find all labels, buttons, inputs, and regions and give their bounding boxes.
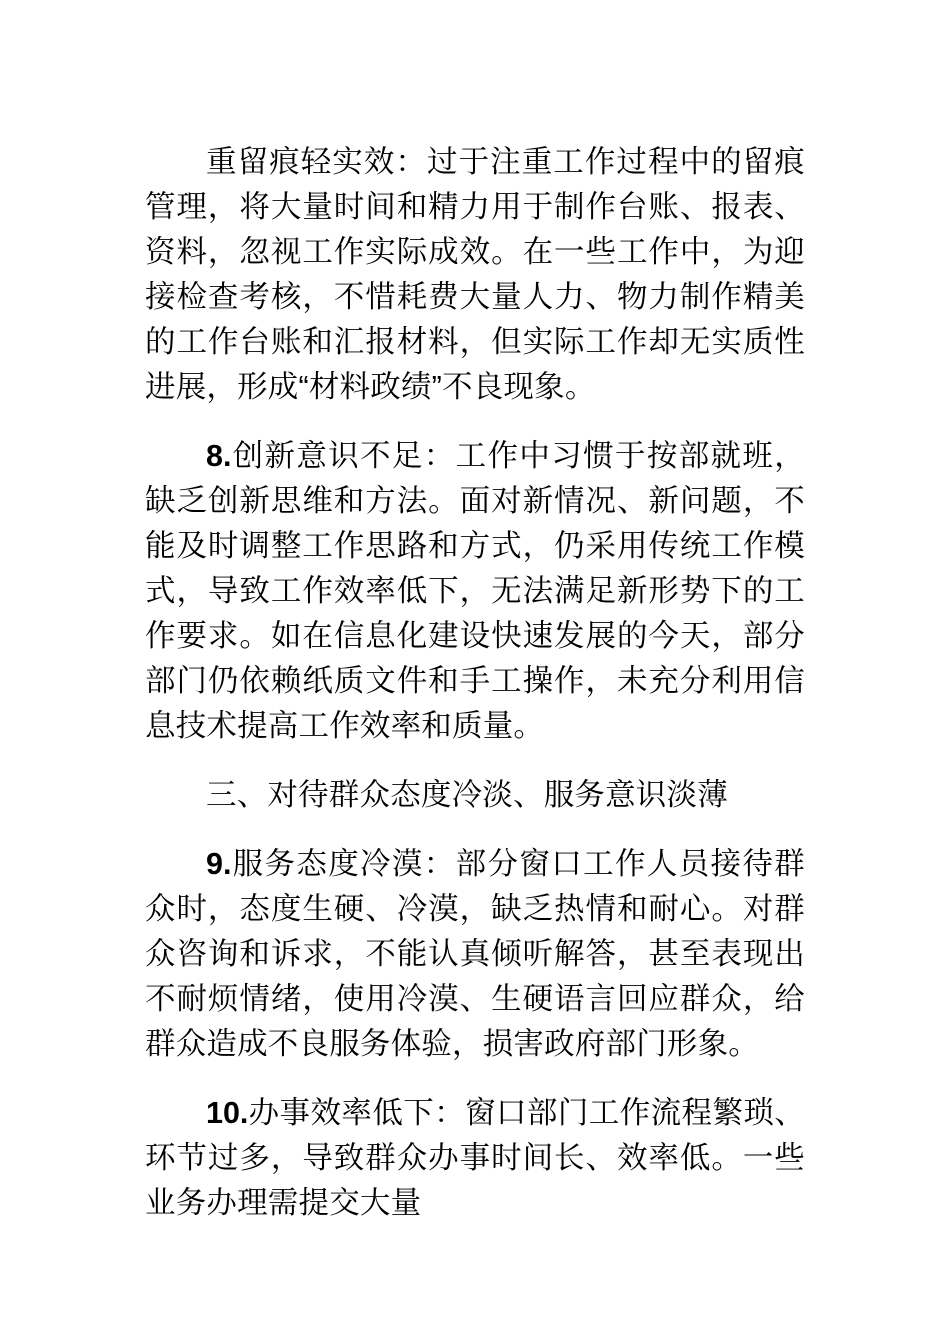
heading-text: 三、对待群众态度冷淡、服务意识淡薄 (206, 778, 728, 812)
item-number-9: 9. (206, 847, 232, 881)
item-number-8: 8. (206, 439, 232, 473)
document-text-body (145, 140, 805, 1226)
paragraph-text: 创新意识不足：工作中习惯于按部就班，缺乏创新思维和方法。面对新情况、新问题，不能及时调整工作思路和方式，仍采用传统工作模式，导致工作效率低下，无法满足新形势下的工作要求。如在信息化建设快速发展的今天，部分部门仍依赖纸质文件和手工操作，未充分利用信息技术提高工作效率和质量。 (145, 439, 805, 743)
paragraph-item-10 (145, 1091, 805, 1226)
paragraph-item-9 (145, 842, 805, 1067)
paragraph-liuhen (145, 140, 805, 410)
paragraph-text: 服务态度冷漠：部分窗口工作人员接待群众时，态度生硬、冷漠，缺乏热情和耐心。对群众咨询和诉求，不能认真倾听解答，甚至表现出不耐烦情绪，使用冷漠、生硬语言回应群众，给群众造成不良服务体验，损害政府部门形象。 (145, 847, 805, 1061)
paragraph-text: 办事效率低下：窗口部门工作流程繁琐、环节过多，导致群众办事时间长、效率低。一些业务办理需提交大量 (145, 1096, 805, 1220)
paragraph-text: 重留痕轻实效：过于注重工作过程中的留痕管理，将大量时间和精力用于制作台账、报表、资料，忽视工作实际成效。在一些工作中，为迎接检查考核，不惜耗费大量人力、物力制作精美的工作台账和汇报材料，但实际工作却无实质性进展，形成“材料政绩”不良现象。 (145, 145, 805, 404)
paragraph-item-8 (145, 434, 805, 749)
section-heading-3 (145, 773, 805, 818)
item-number-10: 10. (206, 1096, 249, 1130)
